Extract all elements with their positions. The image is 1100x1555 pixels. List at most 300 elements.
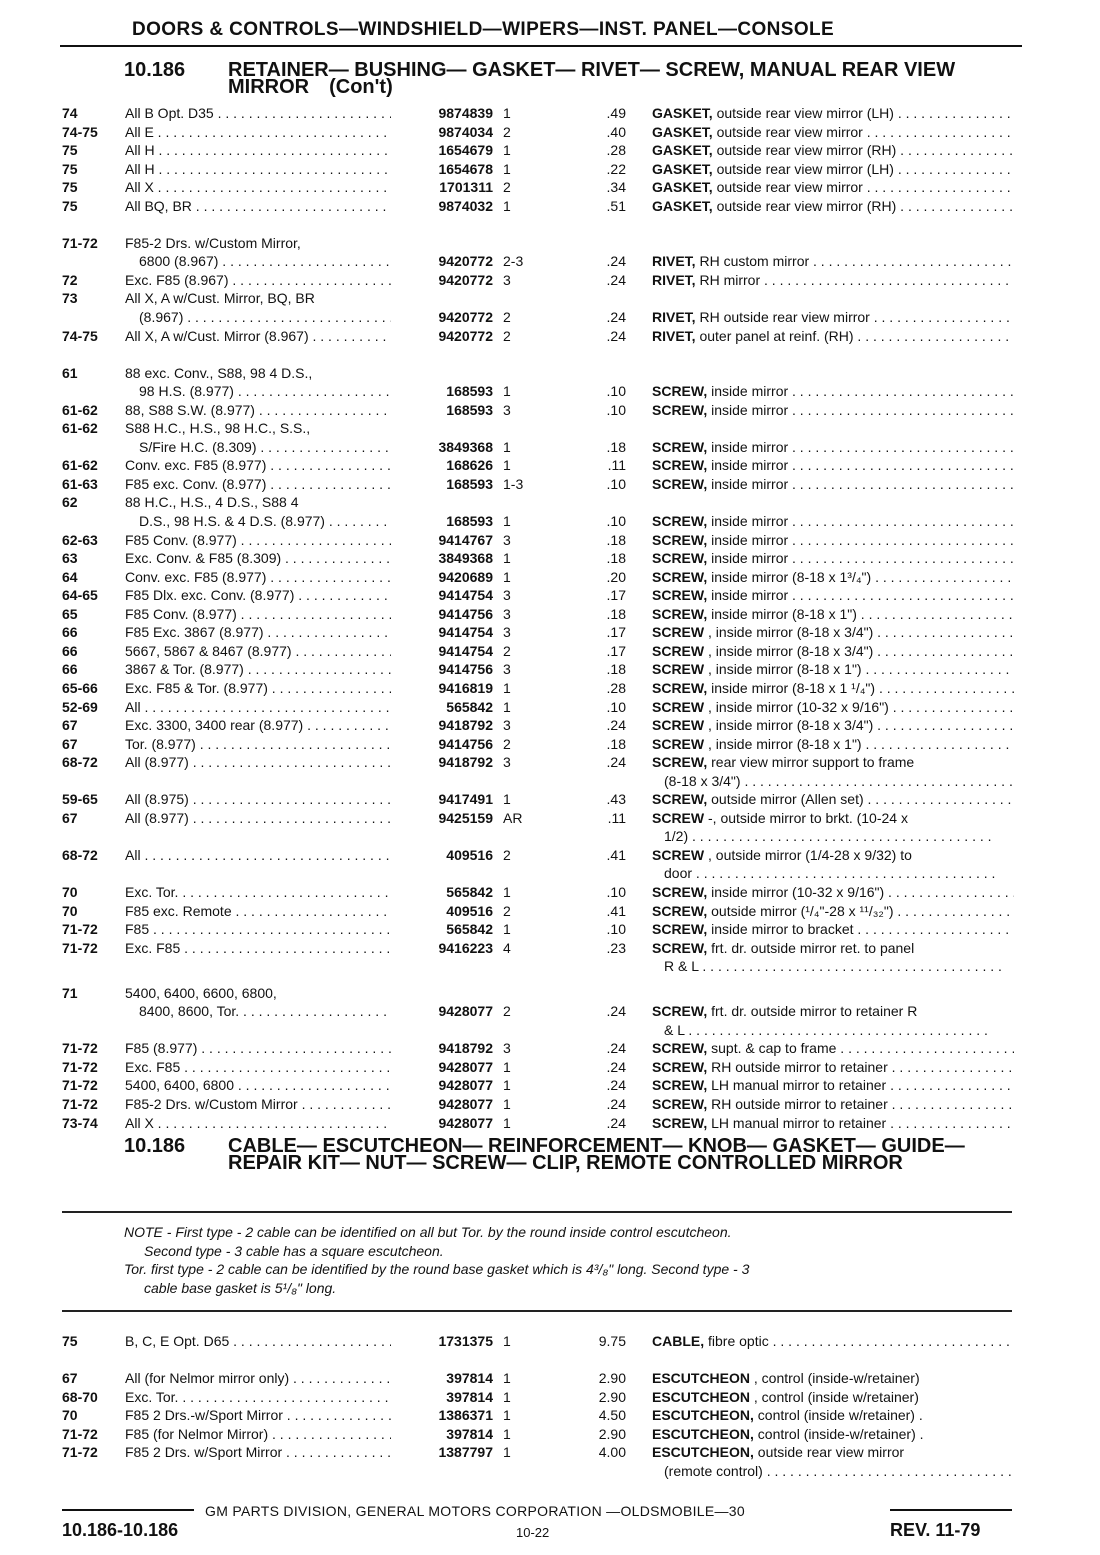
table-row xyxy=(0,178,1100,197)
part-number: 1731375 xyxy=(438,1333,493,1349)
part-name: SCREW, xyxy=(652,568,708,585)
table-row xyxy=(0,772,1100,791)
model-application: S88 H.C., H.S., 98 H.C., S.S., xyxy=(125,420,311,437)
quantity: 1 xyxy=(503,105,511,121)
part-description xyxy=(652,512,1014,531)
part-name: SCREW xyxy=(652,735,705,752)
part-description xyxy=(652,1388,1014,1407)
quantity: 1 xyxy=(503,679,511,696)
part-number: 1387797 xyxy=(438,1444,493,1461)
table-row xyxy=(0,1332,1100,1351)
quantity: 2 xyxy=(503,642,511,659)
quantity: 1 xyxy=(503,1114,511,1131)
year-range: 59-65 xyxy=(62,791,98,808)
part-name: SCREW xyxy=(652,809,705,826)
part-description xyxy=(652,846,1014,865)
part-name: SCREW, xyxy=(652,457,708,474)
quantity: 3 xyxy=(503,754,511,771)
part-number: 9428077 xyxy=(438,1077,493,1094)
table-row xyxy=(0,1114,1100,1133)
year-range: 68-72 xyxy=(62,754,98,771)
part-number: 3849368 xyxy=(438,550,493,567)
model-application: F85 2 Drs.-w/Sport Mirror . . . xyxy=(125,1406,391,1425)
year-range: 64-65 xyxy=(62,587,98,604)
part-detail: RH outside rear view mirror xyxy=(699,309,870,326)
table-row xyxy=(0,1369,1100,1388)
model-application: Exc. Tor. . . . xyxy=(125,1388,391,1407)
year-range: 67 xyxy=(62,809,78,826)
part-detail: control (inside w/retainer) . xyxy=(757,1407,923,1424)
quantity: 3 xyxy=(503,624,511,641)
part-number: 9420772 xyxy=(438,327,493,344)
part-name: SCREW xyxy=(652,846,705,863)
model-application: All X, A w/Cust. Mirror (8.967) . . . xyxy=(125,327,391,346)
year-range: 71-72 xyxy=(62,1077,98,1094)
price: .28 xyxy=(606,142,626,159)
part-name: GASKET, xyxy=(652,160,713,177)
table-row xyxy=(0,586,1100,605)
model-application: 5667, 5867 & 8467 (8.977) . . . xyxy=(125,642,391,661)
quantity: 1 xyxy=(503,1370,511,1387)
part-number: 1654679 xyxy=(438,142,493,159)
part-detail: , inside mirror (8-18 x 1") xyxy=(708,661,862,678)
year-range: 64 xyxy=(62,568,78,585)
part-detail: RH outside mirror to retainer xyxy=(711,1058,888,1075)
quantity: 1 xyxy=(503,383,511,400)
quantity: 3 xyxy=(503,661,511,678)
model-application: All (8.975) . . . xyxy=(125,790,391,809)
part-name: GASKET, xyxy=(652,179,713,196)
part-description xyxy=(652,104,1014,123)
model-application: All (8.977) . . . xyxy=(125,809,391,828)
quantity: 1 xyxy=(503,197,511,214)
part-number: 168593 xyxy=(446,475,493,492)
price: .17 xyxy=(606,587,626,604)
table-row xyxy=(0,957,1100,976)
year-range: 73-74 xyxy=(62,1114,98,1131)
quantity: 2 xyxy=(503,123,511,140)
part-number: 1654678 xyxy=(438,160,493,177)
part-number: 397814 xyxy=(446,1370,493,1387)
part-number: 9417491 xyxy=(438,791,493,808)
part-name: SCREW, xyxy=(652,401,708,418)
quantity: 1 xyxy=(503,550,511,567)
table-row xyxy=(0,920,1100,939)
part-name: RIVET, xyxy=(652,309,696,326)
price: .24 xyxy=(606,1058,626,1075)
part-description xyxy=(652,1058,1014,1077)
model-application: All X, A w/Cust. Mirror, BQ, BR xyxy=(125,290,315,307)
model-application: Conv. exc. F85 (8.977) . . . xyxy=(125,568,391,587)
part-description xyxy=(652,1332,1014,1351)
part-name: SCREW, xyxy=(652,883,708,900)
year-range: 71-72 xyxy=(62,1095,98,1112)
model-application: F85 Exc. 3867 (8.977) . . . xyxy=(125,623,391,642)
part-description xyxy=(652,1095,1014,1114)
price: 2.90 xyxy=(598,1370,626,1387)
year-range: 75 xyxy=(62,142,78,159)
price: .24 xyxy=(606,1114,626,1131)
part-name: SCREW xyxy=(652,624,705,641)
footer-page-number: 10-22 xyxy=(516,1525,550,1540)
row-spacer xyxy=(0,1351,1100,1370)
price: .22 xyxy=(606,160,626,177)
parts-table-cable xyxy=(0,1332,1100,1480)
part-description xyxy=(652,1369,1014,1388)
table-row xyxy=(0,531,1100,550)
table-row xyxy=(0,419,1100,438)
model-application: F85 Conv. (8.977) . . . xyxy=(125,531,391,550)
model-application: Exc. F85 . . . xyxy=(125,939,391,958)
price: 2.90 xyxy=(598,1425,626,1442)
footer-rule xyxy=(62,1509,194,1511)
price: .24 xyxy=(606,1003,626,1020)
table-row xyxy=(0,289,1100,308)
year-range: 62-63 xyxy=(62,531,98,548)
year-range: 66 xyxy=(62,624,78,641)
part-number: 9420772 xyxy=(438,309,493,326)
price: .41 xyxy=(606,846,626,863)
table-row xyxy=(0,660,1100,679)
section-number: 10.186 xyxy=(124,59,186,81)
quantity: 1 xyxy=(503,1077,511,1094)
price: .24 xyxy=(606,271,626,288)
quantity: 1 xyxy=(503,160,511,177)
part-detail: inside mirror (8-18 x 1") xyxy=(711,605,857,622)
year-range: 66 xyxy=(62,661,78,678)
part-description xyxy=(652,660,1014,679)
part-detail: LH manual mirror to retainer xyxy=(711,1114,887,1131)
model-application: 88, S88 S.W. (8.977) . . . xyxy=(125,401,391,420)
price: .23 xyxy=(606,939,626,956)
table-row xyxy=(0,1388,1100,1407)
quantity: 1 xyxy=(503,1388,511,1405)
part-detail: inside mirror (10-32 x 9/16") xyxy=(711,883,885,900)
part-name: SCREW, xyxy=(652,1114,708,1131)
quantity: 2 xyxy=(503,327,511,344)
part-description xyxy=(652,271,1014,290)
year-range: 74-75 xyxy=(62,327,98,344)
table-row xyxy=(0,1039,1100,1058)
note-line: Tor. first type - 2 cable can be identified by the round base gasket which is 4³/₈" long. Second type - 3 xyxy=(124,1261,750,1277)
part-name: SCREW, xyxy=(652,587,708,604)
part-description xyxy=(652,735,1014,754)
price: .18 xyxy=(606,605,626,622)
part-number: 9420772 xyxy=(438,253,493,270)
year-range: 67 xyxy=(62,1370,78,1387)
quantity: AR xyxy=(503,809,523,826)
year-range: 66 xyxy=(62,642,78,659)
part-name: SCREW, xyxy=(652,605,708,622)
table-row xyxy=(0,716,1100,735)
table-row xyxy=(0,123,1100,142)
quantity: 2 xyxy=(503,846,511,863)
year-range: 68-72 xyxy=(62,846,98,863)
price: .24 xyxy=(606,754,626,771)
part-detail: outside rear view mirror (LH) xyxy=(716,105,894,121)
part-number: 168626 xyxy=(446,457,493,474)
table-row xyxy=(0,475,1100,494)
part-name: SCREW xyxy=(652,661,705,678)
table-row xyxy=(0,1443,1100,1462)
price: 9.75 xyxy=(598,1333,626,1349)
quantity: 1 xyxy=(503,921,511,938)
part-number: 9418792 xyxy=(438,754,493,771)
part-description-continued: R & L . . . xyxy=(664,957,1014,976)
part-description xyxy=(652,809,1014,828)
price: .18 xyxy=(606,438,626,455)
model-application: 88 exc. Conv., S88, 98 4 D.S., xyxy=(125,364,313,381)
part-description xyxy=(652,141,1014,160)
table-row xyxy=(0,605,1100,624)
table-row xyxy=(0,1406,1100,1425)
model-application: All (for Nelmor mirror only) . . . xyxy=(125,1369,391,1388)
quantity: 3 xyxy=(503,717,511,734)
part-description xyxy=(652,1425,1014,1444)
part-number: 9874839 xyxy=(438,105,493,121)
part-number: 397814 xyxy=(446,1388,493,1405)
year-range: 61 xyxy=(62,364,78,381)
part-number: 9416819 xyxy=(438,679,493,696)
part-detail: control (inside-w/retainer) . xyxy=(757,1425,924,1442)
part-name: SCREW xyxy=(652,717,705,734)
price: .34 xyxy=(606,179,626,196)
price: .10 xyxy=(606,513,626,530)
part-description xyxy=(652,679,1014,698)
year-range: 72 xyxy=(62,271,78,288)
year-range: 75 xyxy=(62,1333,78,1349)
table-row xyxy=(0,252,1100,271)
part-name: SCREW, xyxy=(652,1077,708,1094)
table-row xyxy=(0,623,1100,642)
quantity: 3 xyxy=(503,1040,511,1057)
part-name: SCREW, xyxy=(652,475,708,492)
part-detail: inside mirror xyxy=(711,475,789,492)
part-name: GASKET, xyxy=(652,197,713,214)
table-row xyxy=(0,364,1100,383)
part-number: 9414767 xyxy=(438,531,493,548)
footer-section-range: 10.186-10.186 xyxy=(62,1520,179,1540)
price: .24 xyxy=(606,1040,626,1057)
part-description xyxy=(652,549,1014,568)
part-description xyxy=(652,920,1014,939)
model-application: F85 exc. Remote . . . xyxy=(125,902,391,921)
part-description xyxy=(652,753,1014,772)
model-application: F85 Dlx. exc. Conv. (8.977) . . . xyxy=(125,586,391,605)
page-header xyxy=(60,18,1022,47)
part-description xyxy=(652,1039,1014,1058)
price: .18 xyxy=(606,735,626,752)
year-range: 65-66 xyxy=(62,679,98,696)
quantity: 2-3 xyxy=(503,253,524,270)
part-detail: outside rear view mirror xyxy=(716,179,863,196)
part-number: 9414756 xyxy=(438,605,493,622)
table-row xyxy=(0,308,1100,327)
divider xyxy=(62,1310,1012,1312)
year-range: 61-62 xyxy=(62,401,98,418)
year-range: 52-69 xyxy=(62,698,98,715)
part-detail: , control (inside-w/retainer) xyxy=(753,1370,920,1387)
part-number: 9414754 xyxy=(438,587,493,604)
part-name: SCREW, xyxy=(652,550,708,567)
year-range: 70 xyxy=(62,883,78,900)
year-range: 63 xyxy=(62,550,78,567)
quantity: 2 xyxy=(503,735,511,752)
table-row xyxy=(0,1462,1100,1481)
table-row xyxy=(0,1058,1100,1077)
price: .40 xyxy=(606,123,626,140)
part-description-continued: (remote control) . . . xyxy=(664,1462,1014,1481)
model-application: 3867 & Tor. (8.977) . . . xyxy=(125,660,391,679)
year-range: 71-72 xyxy=(62,1444,98,1461)
part-description xyxy=(652,939,1014,958)
part-description-continued: & L . . . xyxy=(664,1021,1014,1040)
part-description xyxy=(652,698,1014,717)
model-application: F85-2 Drs. w/Custom Mirror . . . xyxy=(125,1095,391,1114)
part-detail: outer panel at reinf. (RH) xyxy=(699,327,854,344)
section-title: CABLE— ESCUTCHEON— REINFORCEMENT— KNOB— GASKET— GUIDE— REPAIR KIT— NUT— SCREW— CLIP, REMOTE CONTROLLED MIRROR xyxy=(228,1135,965,1174)
model-application: 88 H.C., H.S., 4 D.S., S88 4 xyxy=(125,494,299,511)
table-row xyxy=(0,271,1100,290)
part-detail: inside mirror xyxy=(711,401,789,418)
year-range: 71-72 xyxy=(62,921,98,938)
model-application: Tor. (8.977) . . . xyxy=(125,735,391,754)
quantity: 2 xyxy=(503,1003,511,1020)
year-range: 70 xyxy=(62,1407,78,1424)
quantity: 1 xyxy=(503,791,511,808)
part-description xyxy=(652,252,1014,271)
part-number: 168593 xyxy=(446,401,493,418)
price: .49 xyxy=(606,105,626,121)
table-row xyxy=(0,234,1100,253)
year-range: 71-72 xyxy=(62,1058,98,1075)
year-range: 68-70 xyxy=(62,1388,98,1405)
part-detail: LH manual mirror to retainer xyxy=(711,1077,887,1094)
price: .10 xyxy=(606,698,626,715)
price: 2.90 xyxy=(598,1388,626,1405)
model-application: F85 . . . xyxy=(125,920,391,939)
part-detail: , inside mirror (8-18 x 3/4") xyxy=(708,624,874,641)
model-application: Conv. exc. F85 (8.977) . . . xyxy=(125,456,391,475)
part-description xyxy=(652,197,1014,216)
part-name: SCREW, xyxy=(652,531,708,548)
table-row xyxy=(0,809,1100,828)
part-detail: frt. dr. outside mirror to retainer R xyxy=(711,1003,918,1020)
year-range: 61-63 xyxy=(62,475,98,492)
quantity: 3 xyxy=(503,271,511,288)
table-row xyxy=(0,512,1100,531)
price: .51 xyxy=(606,197,626,214)
price: .18 xyxy=(606,550,626,567)
part-description xyxy=(652,623,1014,642)
table-row xyxy=(0,568,1100,587)
year-range: 71-72 xyxy=(62,1425,98,1442)
table-row xyxy=(0,160,1100,179)
part-name: SCREW xyxy=(652,698,705,715)
part-detail: rear view mirror support to frame xyxy=(711,754,915,771)
price: .24 xyxy=(606,309,626,326)
year-range: 75 xyxy=(62,197,78,214)
part-name: SCREW, xyxy=(652,679,708,696)
price: .18 xyxy=(606,531,626,548)
price: .24 xyxy=(606,717,626,734)
note-block xyxy=(124,1223,1004,1297)
table-row xyxy=(0,939,1100,958)
table-row xyxy=(0,864,1100,883)
price: .11 xyxy=(607,809,626,826)
part-name: ESCUTCHEON, xyxy=(652,1444,754,1461)
year-range: 71 xyxy=(62,984,78,1001)
model-application: B, C, E Opt. D65 . . . xyxy=(125,1332,391,1351)
part-description xyxy=(652,568,1014,587)
model-application: All E . . . xyxy=(125,123,391,142)
model-application-continued: 6800 (8.967) . . . xyxy=(139,252,391,271)
page-title: DOORS & CONTROLS—WINDSHIELD—WIPERS—INST. PANEL—CONSOLE xyxy=(132,19,835,40)
divider xyxy=(62,1211,1012,1213)
part-detail: , inside mirror (8-18 x 3/4") xyxy=(708,642,874,659)
quantity: 3 xyxy=(503,587,511,604)
note-line: Second type - 3 cable has a square escutcheon. xyxy=(144,1242,444,1259)
price: .10 xyxy=(606,383,626,400)
part-name: SCREW, xyxy=(652,921,708,938)
price: .24 xyxy=(606,327,626,344)
table-row xyxy=(0,1095,1100,1114)
part-name: RIVET, xyxy=(652,271,696,288)
part-number: 1701311 xyxy=(439,179,493,196)
part-detail: , inside mirror (10-32 x 9/16") xyxy=(708,698,889,715)
part-number: 9428077 xyxy=(438,1095,493,1112)
table-row xyxy=(0,549,1100,568)
price: .18 xyxy=(606,661,626,678)
quantity: 1 xyxy=(503,142,511,159)
part-description xyxy=(652,1114,1014,1133)
part-detail: , inside mirror (8-18 x 1") xyxy=(708,735,862,752)
table-row xyxy=(0,883,1100,902)
model-application: Exc. F85 (8.967) . . . xyxy=(125,271,391,290)
part-number: 9416223 xyxy=(438,939,493,956)
price: .10 xyxy=(606,475,626,492)
quantity: 3 xyxy=(503,605,511,622)
quantity: 1 xyxy=(503,438,511,455)
table-row xyxy=(0,902,1100,921)
footer-rule xyxy=(890,1509,1012,1511)
table-row xyxy=(0,984,1100,1003)
price: .41 xyxy=(606,902,626,919)
model-application: Exc. F85 & Tor. (8.977) . . . xyxy=(125,679,391,698)
part-detail: fibre optic xyxy=(708,1333,769,1349)
model-application: F85-2 Drs. w/Custom Mirror, xyxy=(125,234,301,251)
model-application: Exc. Tor. . . . xyxy=(125,883,391,902)
price: .17 xyxy=(606,642,626,659)
part-detail: inside mirror xyxy=(711,550,789,567)
part-number: 1386371 xyxy=(438,1407,493,1424)
part-detail: , outside mirror (1/4-28 x 9/32) to xyxy=(708,846,912,863)
table-row xyxy=(0,698,1100,717)
table-row xyxy=(0,104,1100,123)
part-number: 565842 xyxy=(446,921,493,938)
table-row xyxy=(0,1076,1100,1095)
part-detail: inside mirror (8-18 x 1 ¹/₄") xyxy=(711,679,876,696)
table-row xyxy=(0,456,1100,475)
part-name: ESCUTCHEON, xyxy=(652,1425,754,1442)
model-application: F85 Conv. (8.977) . . . xyxy=(125,605,391,624)
part-detail: frt. dr. outside mirror ret. to panel xyxy=(711,939,915,956)
table-row xyxy=(0,1021,1100,1040)
part-name: SCREW, xyxy=(652,383,708,400)
part-name: ESCUTCHEON, xyxy=(652,1407,754,1424)
price: .10 xyxy=(606,401,626,418)
part-name: SCREW, xyxy=(652,1003,708,1020)
